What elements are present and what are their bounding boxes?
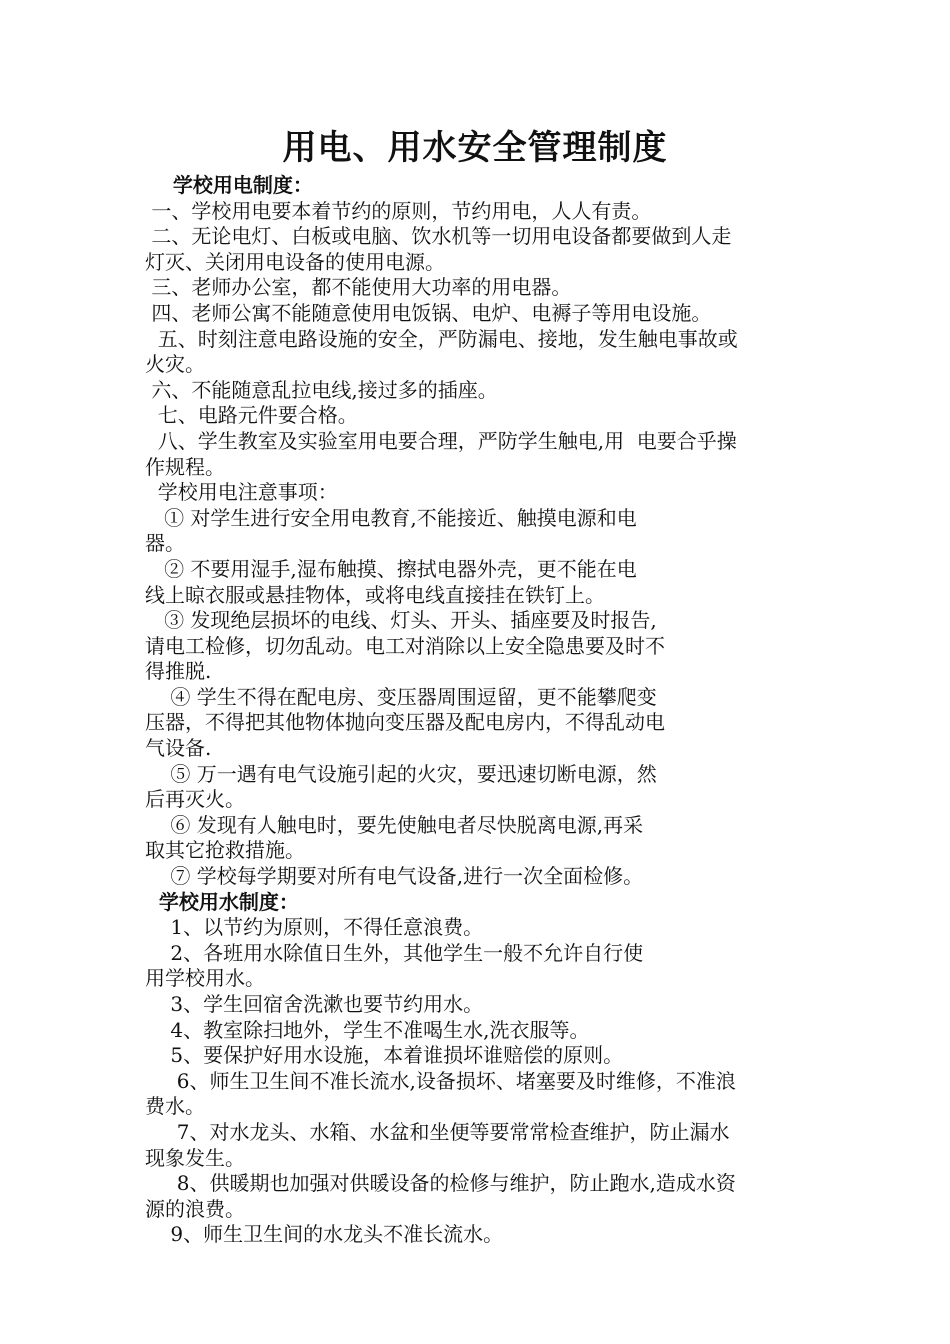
section-heading-line: 学校用水制度： xyxy=(145,889,299,914)
paragraph-line: 一、学校用电要本着节约的原则，节约用电，人人有责。 xyxy=(145,198,652,223)
paragraph-line: 2、各班用水除值日生外，其他学生一般不允许自行使 xyxy=(145,940,644,965)
paragraph-line: ⑥ 发现有人触电时，要先使触电者尽快脱离电源,再采 xyxy=(145,812,644,837)
document-body xyxy=(145,173,810,1248)
paragraph-line: 5、要保护好用水设施，本着谁损坏谁赔偿的原则。 xyxy=(145,1043,624,1068)
paragraph-line: 源的浪费。 xyxy=(145,1196,245,1221)
paragraph-line: 后再灭火。 xyxy=(145,787,245,812)
paragraph-line: 取其它抢救措施。 xyxy=(145,838,305,863)
paragraph-line: 费水。 xyxy=(145,1094,205,1119)
document-title: 用电、用水安全管理制度 xyxy=(282,128,668,168)
paragraph-line: 6、师生卫生间不准长流水,设备损坏、堵塞要及时维修，不准浪 xyxy=(145,1068,736,1093)
paragraph-line: 二、无论电灯、白板或电脑、饮水机等一切用电设备都要做到人走 xyxy=(145,224,732,249)
paragraph-line: 五、时刻注意电路设施的安全，严防漏电、接地，发生触电事故或 xyxy=(145,326,738,351)
paragraph-line: 用学校用水。 xyxy=(145,966,265,991)
paragraph-line: ② 不要用湿手,湿布触摸、擦拭电器外壳，更不能在电 xyxy=(145,556,637,581)
paragraph-line: 现象发生。 xyxy=(145,1145,245,1170)
paragraph-line: ① 对学生进行安全用电教育,不能接近、触摸电源和电 xyxy=(145,505,637,530)
paragraph-line: 六、不能随意乱拉电线,接过多的插座。 xyxy=(145,377,498,402)
paragraph-line: 火灾。 xyxy=(145,352,205,377)
paragraph-line: ⑦ 学校每学期要对所有电气设备,进行一次全面检修。 xyxy=(145,864,644,889)
paragraph-line: 八、学生教室及实验室用电要合理，严防学生触电,用 电要合乎操 xyxy=(145,428,737,453)
paragraph-line: 得推脱. xyxy=(145,659,212,684)
paragraph-line: 请电工检修，切勿乱动。电工对消除以上安全隐患要及时不 xyxy=(145,633,665,658)
paragraph-line: 9、师生卫生间的水龙头不准长流水。 xyxy=(145,1222,504,1247)
paragraph-line: 七、电路元件要合格。 xyxy=(145,403,358,428)
paragraph-line: ⑤ 万一遇有电气设施引起的火灾，要迅速切断电源，然 xyxy=(145,761,657,786)
paragraph-line: 8、供暖期也加强对供暖设备的检修与维护，防止跑水,造成水资 xyxy=(145,1171,736,1196)
paragraph-line: 三、老师办公室，都不能使用大功率的用电器。 xyxy=(145,275,572,300)
paragraph-line: 四、老师公寓不能随意使用电饭锅、电炉、电褥子等用电设施。 xyxy=(145,300,712,325)
paragraph-line: ④ 学生不得在配电房、变压器周围逗留，更不能攀爬变 xyxy=(145,684,657,709)
paragraph-line: 灯灭、关闭用电设备的使用电源。 xyxy=(145,249,445,274)
paragraph-line: 学校用电注意事项： xyxy=(145,480,338,505)
paragraph-line: 气设备. xyxy=(145,736,212,761)
paragraph-line: 3、学生回宿舍洗漱也要节约用水。 xyxy=(145,992,484,1016)
paragraph-line: 7、对水龙头、水箱、水盆和坐便等要常常检查维护，防止漏水 xyxy=(145,1119,730,1144)
paragraph-line: ③ 发现绝层损坏的电线、灯头、开头、插座要及时报告, xyxy=(145,608,657,633)
paragraph-line: 1、以节约为原则，不得任意浪费。 xyxy=(145,915,484,940)
paragraph-line: 4、教室除扫地外，学生不准喝生水,洗衣服等。 xyxy=(145,1017,590,1042)
paragraph-line: 压器，不得把其他物体抛向变压器及配电房内，不得乱动电 xyxy=(145,710,665,735)
paragraph-line: 作规程。 xyxy=(145,454,225,479)
section-heading-line: 学校用电制度： xyxy=(145,173,313,197)
paragraph-line: 器。 xyxy=(145,531,185,556)
paragraph-line: 线上晾衣服或悬挂物体，或将电线直接挂在铁钉上。 xyxy=(145,582,605,607)
